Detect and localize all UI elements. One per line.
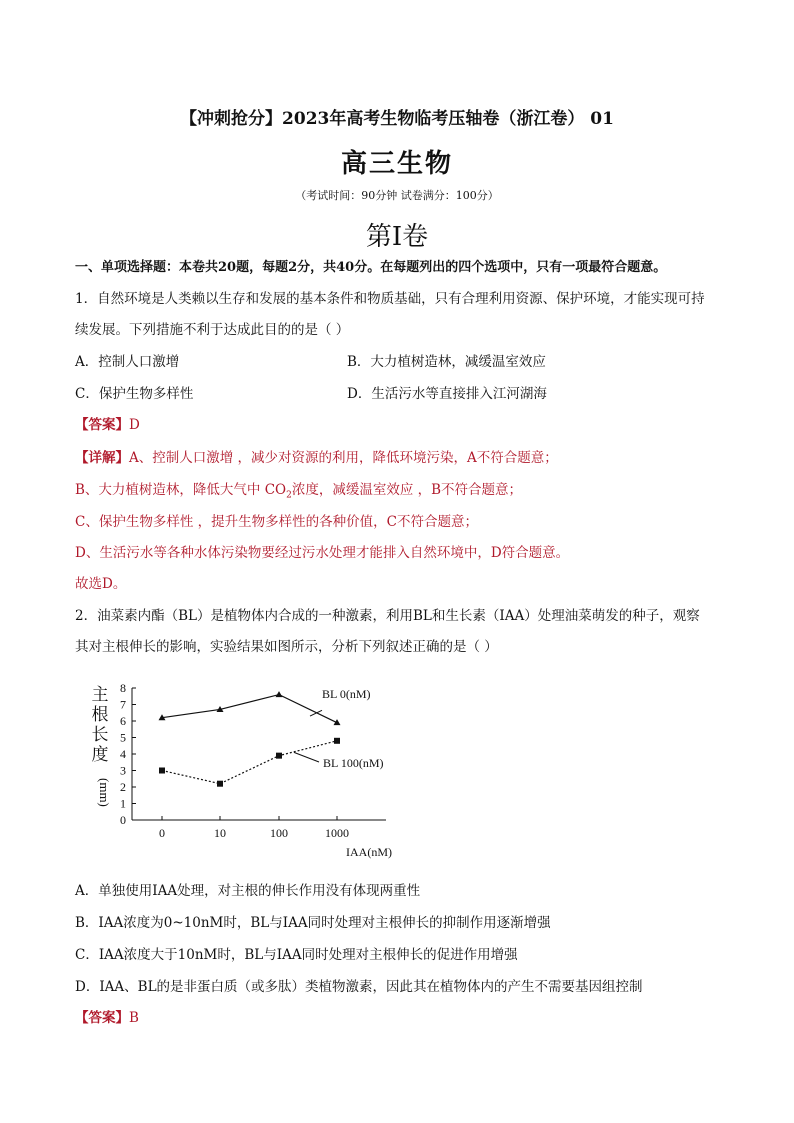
y-tick-label: 0 [120,813,126,827]
q2-option-a: A．单独使用IAA处理，对主根的伸长作用没有体现两重性 [75,883,421,899]
answer-value: B [129,1010,139,1026]
x-axis-label: IAA(nM) [346,845,392,859]
detail-b-post: 浓度，减缓温室效应 ，B不符合题意； [291,482,523,498]
q1-stem-line2: 续发展。下列措施不利于达成此目的的是（ ） [75,322,350,338]
answer-tag: 【答案】 [75,1010,129,1026]
q1-option-a: A．控制人口激增 [75,354,180,370]
data-point-triangle [276,691,283,697]
answer-tag: 【答案】 [75,417,129,433]
q1-detail-c: C、保护生物多样性 ，提升生物多样性的各种价值，C不符合题意； [75,514,478,530]
q1-detail-a [75,446,558,466]
q1-option-c: C．保护生物多样性 [75,386,194,402]
y-tick-label: 2 [120,780,126,794]
y-tick-label: 1 [120,796,126,811]
y-axis-label-char: 主 [91,685,109,704]
root-length-chart [86,676,416,866]
q2-stem-line2: 其对主根伸长的影响，实验结果如图所示，分析下列叙述正确的是（ ） [75,639,498,655]
y-tick-label: 7 [120,697,126,712]
data-point-square [276,753,282,759]
y-tick-label: 5 [120,730,126,745]
detail-b-sub: 2 [286,490,292,501]
y-axis-label-char: 根 [91,705,109,724]
q1-answer [75,413,140,433]
exam-meta: （考试时间：90分钟 试卷满分：100分） [295,189,499,202]
data-point-square [334,738,340,744]
exam-title: 【冲刺抢分】2023年高考生物临考压轴卷（浙江卷） 01 [180,109,614,129]
x-tick-label: 10 [214,826,226,840]
legend-bl100: BL 100(nM) [323,756,384,770]
q1-conclusion: 故选D。 [75,576,127,592]
x-tick-label: 100 [270,826,288,840]
y-tick-label: 3 [120,763,126,778]
series-bl0-line [162,695,337,723]
y-axis-label-char: 度 [91,745,109,764]
q2-stem-line1: 2．油菜素内酯（BL）是植物体内合成的一种激素，利用BL和生长素（IAA）处理油菜萌发的种子，观察 [75,608,700,624]
y-tick-label: 8 [120,681,126,695]
y-axis-label-unit: (mm) [97,778,112,807]
subject-title: 高三生物 [340,149,453,179]
y-tick-label: 4 [120,747,126,761]
detail-tag: 【详解】 [75,450,129,466]
detail-a-text: A、控制人口激增 ，减少对资源的利用，降低环境污染，A不符合题意； [129,450,558,466]
x-tick-label: 0 [159,826,165,840]
part-title: 第Ⅰ卷 [365,222,429,252]
legend-bl0: BL 0(nM) [322,687,371,701]
q1-detail-d: D、生活污水等各种水体污染物要经过污水处理才能排入自然环境中，D符合题意。 [75,545,570,561]
q2-option-b: B．IAA浓度为0~10nM时，BL与IAA同时处理对主根伸长的抑制作用逐渐增强 [75,915,551,931]
series-bl100-line [162,741,337,784]
y-tick-label: 6 [120,714,126,728]
data-point-triangle [334,719,341,725]
q1-stem-line1: 1．自然环境是人类赖以生存和发展的基本条件和物质基础，只有合理利用资源、保护环境，才能实现可持 [75,291,705,307]
detail-b-pre: B、大力植树造林，降低大气中 CO [75,482,287,498]
q2-option-c: C．IAA浓度大于10nM时，BL与IAA同时处理对主根伸长的促进作用增强 [75,947,518,963]
q1-option-b: B．大力植树造林，减缓温室效应 [347,354,546,370]
legend-leader-bl100 [294,752,319,762]
q1-detail-b [75,478,522,501]
data-point-square [217,781,223,787]
q2-answer [75,1006,139,1026]
q1-option-d: D．生活污水等直接排入江河湖海 [347,386,547,402]
data-point-square [159,768,165,774]
y-axis-label-char: 长 [91,725,109,744]
q2-option-d: D．IAA、BL的是非蛋白质（或多肽）类植物激素，因此其在植物体内的产生不需要基因组控制 [75,979,643,995]
answer-value: D [129,417,140,433]
section-heading: 一、单项选择题：本卷共20题，每题2分，共40分。在每题列出的四个选项中，只有一项最符合题意。 [75,260,667,275]
x-tick-label: 1000 [325,826,349,840]
